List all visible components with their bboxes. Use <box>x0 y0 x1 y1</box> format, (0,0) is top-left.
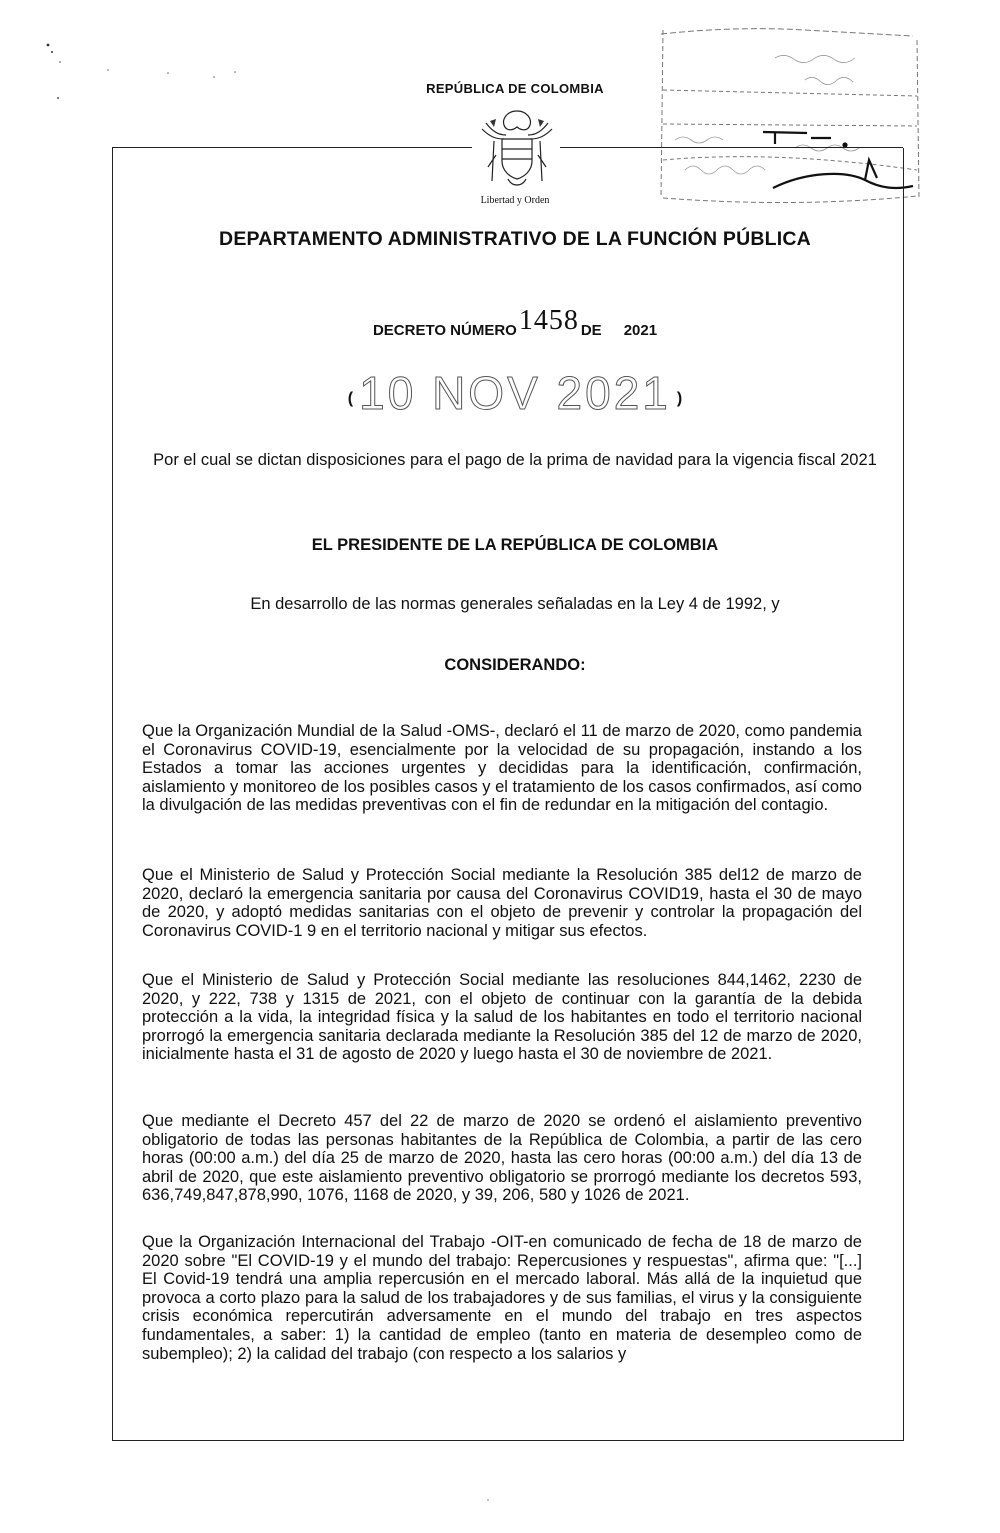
legal-basis: En desarrollo de las normas generales señaladas en la Ley 4 de 1992, y <box>250 595 780 613</box>
paragraph: Que mediante el Decreto 457 del 22 de marzo de 2020 se ordenó el aislamiento preventivo obligatorio de todas las personas habitantes de la República de Colombia, a partir de las cero horas (00:00 a.m.) del día 25 de marzo de 2020, hasta las cero horas (00:00 a.m.) del día 13 de abril de 2020, que este aislamiento preventivo obligatorio se prorrogó mediante los decretos 593, 636,749,847,878,990, 1076, 1168 de 2020, y 39, 206, 580 y 1026 de 2021. <box>142 1112 862 1205</box>
decree-number: 1458 <box>518 305 579 336</box>
decree-subject: Por el cual se dictan disposiciones para el pago de la prima de navidad para la vigencia fiscal 2021 <box>153 451 877 469</box>
decree-heading <box>0 305 1000 343</box>
decree-year: 2021 <box>623 322 658 339</box>
president-heading: EL PRESIDENTE DE LA REPÚBLICA DE COLOMBIA <box>311 536 719 554</box>
considerando-heading: CONSIDERANDO: <box>444 656 586 674</box>
paragraph: Que el Ministerio de Salud y Protección Social mediante la Resolución 385 del12 de marzo de 2020, declaró la emergencia sanitaria por causa del Coronavirus COVID19, hasta el 30 de mayo de 2020, y adoptó medidas sanitarias con el objeto de prevenir y controlar la propagación del Coronavirus COVID-1 9 en el territorio nacional y mitigar sus efectos. <box>142 866 862 940</box>
paren-close: ) <box>676 390 683 407</box>
paragraph: Que la Organización Mundial de la Salud -OMS-, declaró el 11 de marzo de 2020, como pandemia el Coronavirus COVID-19, esencialmente por la velocidad de su propagación, instando a los Estados a tomar las acciones urgentes y decididas para la identificación, confirmación, aislamiento y monitoreo de los posibles casos y el tratamiento de los casos confirmados, así como la divulgación de las medidas preventivas con el fin de redundar en la mitigación del contagio. <box>142 722 862 815</box>
republic-heading: REPÚBLICA DE COLOMBIA <box>426 81 604 96</box>
decree-de: DE <box>580 322 602 339</box>
date-stamp-line <box>0 360 1000 419</box>
department-title: DEPARTAMENTO ADMINISTRATIVO DE LA FUNCIÓN PÚBLICA <box>219 228 811 250</box>
paragraph: Que la Organización Internacional del Trabajo -OIT-en comunicado de fecha de 18 de marzo de 2020 sobre "El COVID-19 y el mundo del trabajo: Repercusiones y respuestas", afirma que: "[...] El Covid-19 tendrá una amplia repercusión en el mercado laboral. Más allá de la inquietud que provoca a corto plazo para la salud de los trabajadores y de sus familias, el virus y la consiguiente crisis económica repercutirán adversamente en el mundo del trabajo en tres aspectos fundamentales, a saber: 1) la cantidad de empleo (tanto en materia de desempleo como de subempleo); 2) la calidad del trabajo (con respecto a los salarios y <box>142 1233 862 1363</box>
paragraph: Que el Ministerio de Salud y Protección Social mediante las resoluciones 844,1462, 2230 de 2020, y 222, 738 y 1315 de 2021, con el objeto de continuar con la garantía de la debida protección a la vida, la integridad física y la salud de los habitantes en todo el territorio nacional prorrogó la emergencia sanitaria declarada mediante la Resolución 385 del 12 de marzo de 2020, inicialmente hasta el 31 de agosto de 2020 y luego hasta el 30 de noviembre de 2021. <box>142 971 862 1064</box>
paren-open: ( <box>347 390 354 407</box>
motto: Libertad y Orden <box>480 195 550 206</box>
date-stamp: 10 NOV 2021 <box>359 367 671 419</box>
decree-prefix: DECRETO NÚMERO <box>372 322 517 339</box>
